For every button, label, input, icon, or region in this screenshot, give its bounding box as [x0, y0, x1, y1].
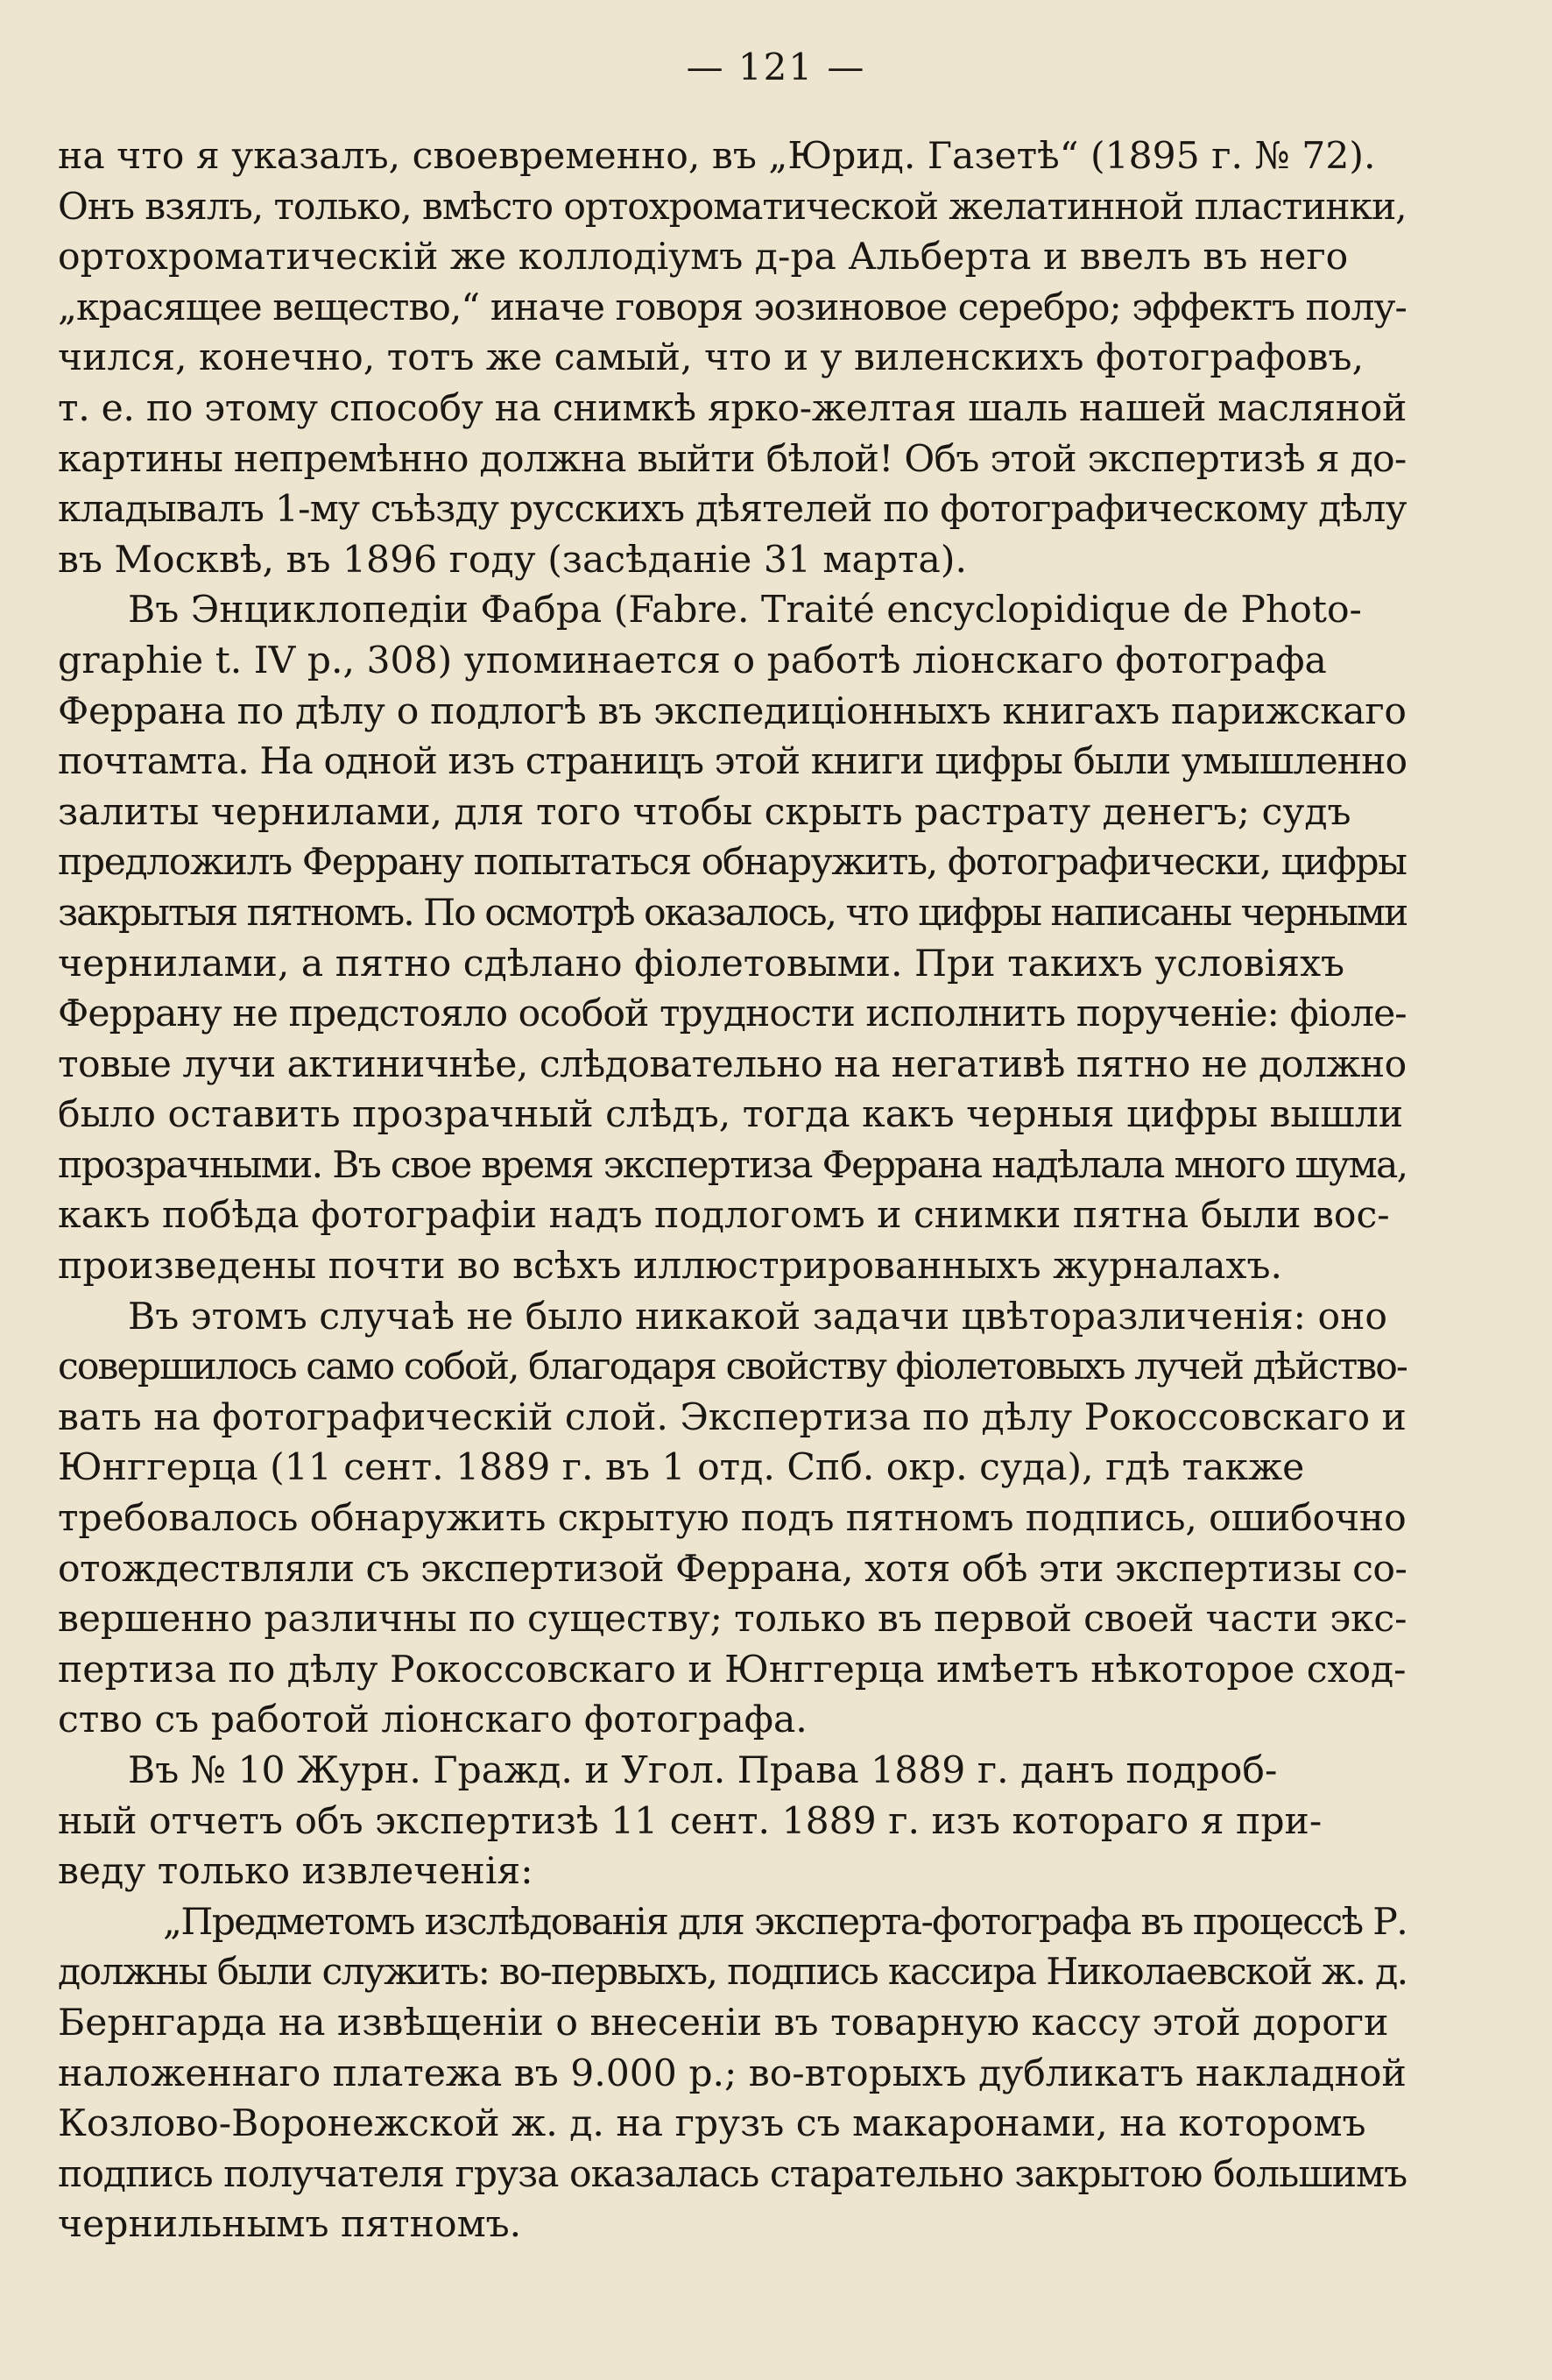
text-line: картины непремѣнно должна выйти бѣлой! Объ этой экспертизѣ я до- [58, 437, 1407, 481]
quotation-paragraph [58, 1897, 1407, 2250]
paragraph-1 [58, 131, 1407, 585]
text-line: ство съ работой ліонскаго фотографа. [58, 1698, 808, 1742]
text-line: требовалось обнаружить скрытую подъ пятномъ подпись, ошибочно [58, 1497, 1407, 1541]
text-line: кладывалъ 1-му съѣзду русскихъ дѣятелей по фотографическому дѣлу [58, 488, 1407, 532]
text-line: Юнггерца (11 сент. 1889 г. въ 1 отд. Спб. окр. суда), гдѣ также [58, 1446, 1305, 1490]
text-line: „красящее вещество,“ иначе говоря эозиновое серебро; эффектъ полу- [58, 286, 1407, 329]
text-line: товые лучи актиничнѣе, слѣдовательно на негативѣ пятно не должно [58, 1042, 1407, 1086]
text-line: Въ Энциклопедіи Фабра (Fabre. Traité encyclopidique de Photo- [128, 589, 1362, 632]
text-line: какъ побѣда фотографіи надъ подлогомъ и снимки пятна были вос- [58, 1194, 1390, 1238]
text-line: чился, конечно, тотъ же самый, что и у виленскихъ фотографовъ, [58, 336, 1365, 380]
text-line: Козлово-Воронежской ж. д. на грузъ съ макаронами, на которомъ [58, 2102, 1366, 2146]
paragraph-4 [58, 1746, 1407, 1897]
page-number: — 121 — [686, 46, 866, 88]
text-line: на что я указалъ, своевременно, въ „Юрид. Газетѣ“ (1895 г. № 72). [58, 135, 1376, 178]
text-line: было оставить прозрачный слѣдъ, тогда какъ черныя цифры вышли [58, 1093, 1404, 1137]
text-line: должны были служить: во-первыхъ, подпись кассира Николаевской ж. д. [58, 1951, 1407, 1995]
text-line: Бернгарда на извѣщеніи о внесеніи въ товарную кассу этой дороги [58, 2001, 1389, 2045]
text-line: Въ № 10 Журн. Гражд. и Угол. Права 1889 г. данъ подроб- [128, 1749, 1278, 1792]
text-line: вать на фотографическій слой. Экспертиза по дѣлу Рокоссовскаго и [58, 1395, 1407, 1439]
text-line: совершилось само собой, благодаря свойству фіолетовыхъ лучей дѣйство- [58, 1345, 1407, 1389]
text-line: чернильнымъ пятномъ. [58, 2203, 522, 2247]
text-line: ный отчетъ объ экспертизѣ 11 сент. 1889 г. изъ котораго я при- [58, 1799, 1323, 1843]
text-line: Въ этомъ случаѣ не было никакой задачи цвѣторазличенія: оно [128, 1295, 1388, 1338]
text-line: веду только извлеченія: [58, 1850, 533, 1894]
text-line: закрытыя пятномъ. По осмотрѣ оказалось, что цифры написаны черными [58, 891, 1407, 935]
text-line: подпись получателя груза оказалась старательно закрытою большимъ [58, 2152, 1407, 2196]
text-line: ортохроматическій же коллодіумъ д-ра Альберта и ввелъ въ него [58, 236, 1349, 279]
text-line: наложеннаго платежа въ 9.000 р.; во-вторыхъ дубликатъ накладной [58, 2052, 1407, 2095]
text-line: почтамта. На одной изъ страницъ этой книги цифры были умышленно [58, 740, 1407, 784]
text-line: чернилами, а пятно сдѣлано фіолетовыми. При такихъ условіяхъ [58, 942, 1345, 985]
text-line: пертиза по дѣлу Рокоссовскаго и Юнггерца имѣетъ нѣкоторое сход- [58, 1648, 1407, 1691]
text-line: т. е. по этому способу на снимкѣ ярко-желтая шаль нашей масляной [58, 386, 1407, 430]
paragraph-2 [58, 585, 1407, 1291]
paragraph-3 [58, 1292, 1407, 1746]
text-line: graphie t. IV p., 308) упоминается о работѣ ліонскаго фотографа [58, 639, 1327, 682]
text-line: въ Москвѣ, въ 1896 году (засѣданіе 31 марта). [58, 538, 967, 582]
text-line: предложилъ Феррану попытаться обнаружить, фотографически, цифры [58, 841, 1407, 885]
text-line: „Предметомъ изслѣдованія для эксперта-фотографа въ процессѣ Р. [163, 1900, 1407, 1944]
text-line: отождествляли съ экспертизой Феррана, хотя обѣ эти экспертизы со- [58, 1547, 1407, 1591]
text-line: вершенно различны по существу; только въ первой своей части экс- [58, 1598, 1407, 1642]
text-line: залиты чернилами, для того чтобы скрыть растрату денегъ; судъ [58, 790, 1351, 834]
text-line: Феррану не предстояло особой трудности исполнить порученіе: фіоле- [58, 992, 1407, 1036]
text-line: прозрачными. Въ свое время экспертиза Феррана надѣлала много шума, [58, 1143, 1407, 1187]
text-line: Онъ взялъ, только, вмѣсто ортохроматической желатинной пластинки, [58, 185, 1407, 229]
text-line: произведены почти во всѣхъ иллюстрированныхъ журналахъ. [58, 1245, 1282, 1289]
text-line: Феррана по дѣлу о подлогѣ въ экспедиціонныхъ книгахъ парижскаго [58, 689, 1407, 733]
body-text [58, 131, 1407, 2250]
